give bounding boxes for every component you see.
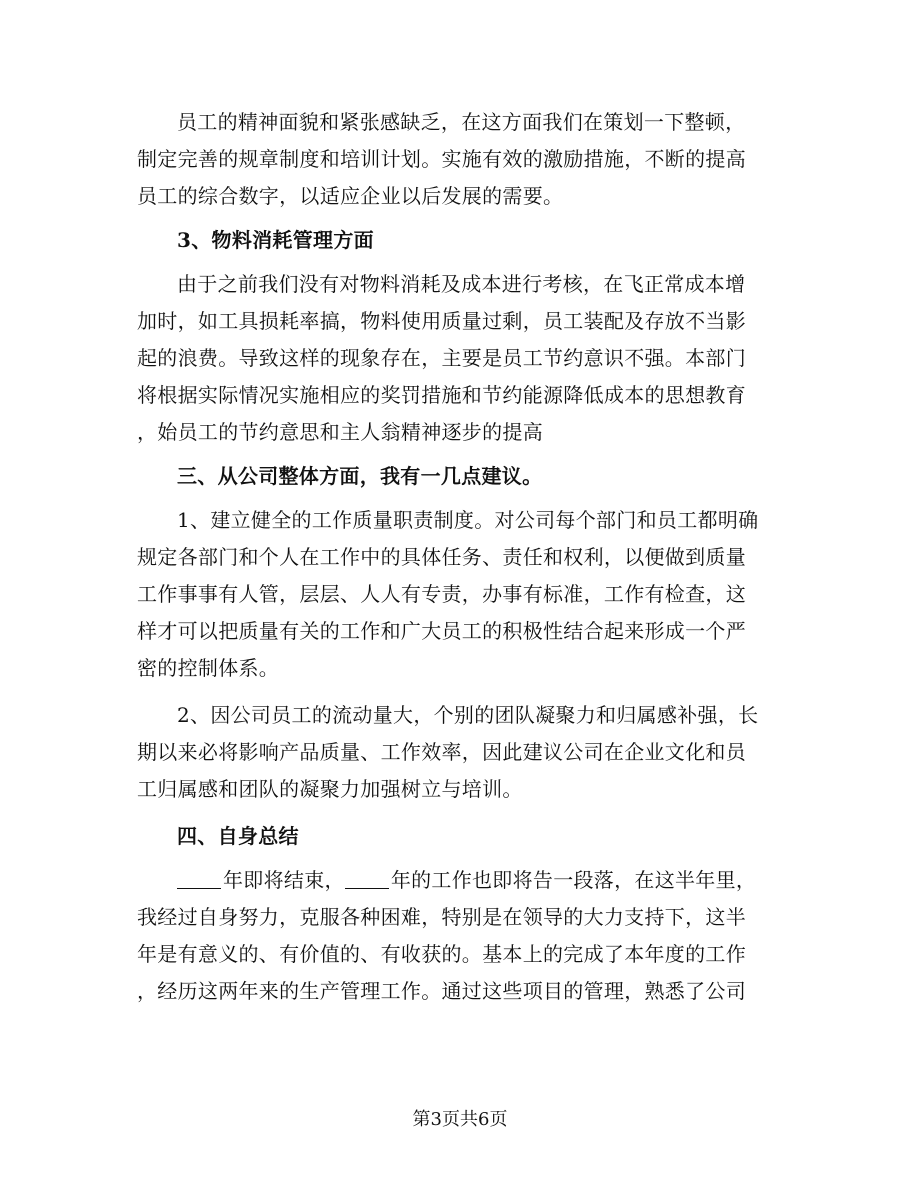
paragraph-staff-morale [137,107,797,211]
paragraph-self-summary [137,865,797,1006]
text-line: 密的控制体系。 [137,656,280,680]
text-line: 规定各部门和个人在工作中的具体任务、责任和权利，以便做到质量 [137,545,746,569]
text-fragment: 年即将结束， [223,868,345,892]
page-number: 第3页共6页 [412,1109,508,1130]
text-line: 起的浪费。导致这样的现象存在，主要是员工节约意识不强。本部门 [137,346,746,370]
heading-self-summary: 四、自身总结 [177,824,299,848]
text-line: 将根据实际情况实施相应的奖罚措施和节约能源降低成本的思想教育 [137,383,746,407]
paragraph-materials [137,269,797,447]
document-body [137,107,797,1013]
page-footer [0,1108,920,1132]
paragraph-suggestion-2 [137,700,797,804]
blank-field [177,868,221,889]
text-line: 期以来必将影响产品质量、工作效率，因此建议公司在企业文化和员 [137,740,746,764]
text-line: 员工的精神面貌和紧张感缺乏，在这方面我们在策划一下整顿， [177,110,746,134]
text-line: 制定完善的规章制度和培训计划。实施有效的激励措施，不断的提高 [137,147,746,171]
text-line: 年是有意义的、有价值的、有收获的。基本上的完成了本年度的工作 [137,942,746,966]
text-line: 由于之前我们没有对物料消耗及成本进行考核，在飞正常成本增 [177,272,746,296]
text-line: 员工的综合数字，以适应企业以后发展的需要。 [137,184,564,208]
text-line: 2、因公司员工的流动量大，个别的团队凝聚力和归属感补强，长 [177,703,759,727]
text-line: ，始员工的节约意思和主人翁精神逐步的提高 [137,420,543,444]
heading-materials: 3、物料消耗管理方面 [177,228,374,252]
text-fragment: 年的工作也即将告一段落，在这半年里， [390,868,757,892]
text-line: 我经过自身努力，克服各种困难，特别是在领导的大力支持下，这半 [137,905,746,929]
text-line: 工作事事有人管，层层、人人有专责，办事有标准，工作有检查，这 [137,582,746,606]
text-line: 工归属感和团队的凝聚力加强树立与培训。 [137,777,523,801]
blank-field [345,868,389,889]
text-line: ，经历这两年来的生产管理工作。通过这些项目的管理，熟悉了公司 [137,979,746,1003]
text-line [137,865,797,895]
heading-suggestions: 三、从公司整体方面，我有一几点建议。 [177,464,543,488]
text-line: 1、建立健全的工作质量职责制度。对公司每个部门和员工都明确 [177,508,759,532]
paragraph-suggestion-1 [137,505,797,683]
text-line: 加时，如工具损耗率搞，物料使用质量过剩，员工装配及存放不当影 [137,309,746,333]
text-line: 样才可以把质量有关的工作和广大员工的积极性结合起来形成一个严 [137,619,746,643]
